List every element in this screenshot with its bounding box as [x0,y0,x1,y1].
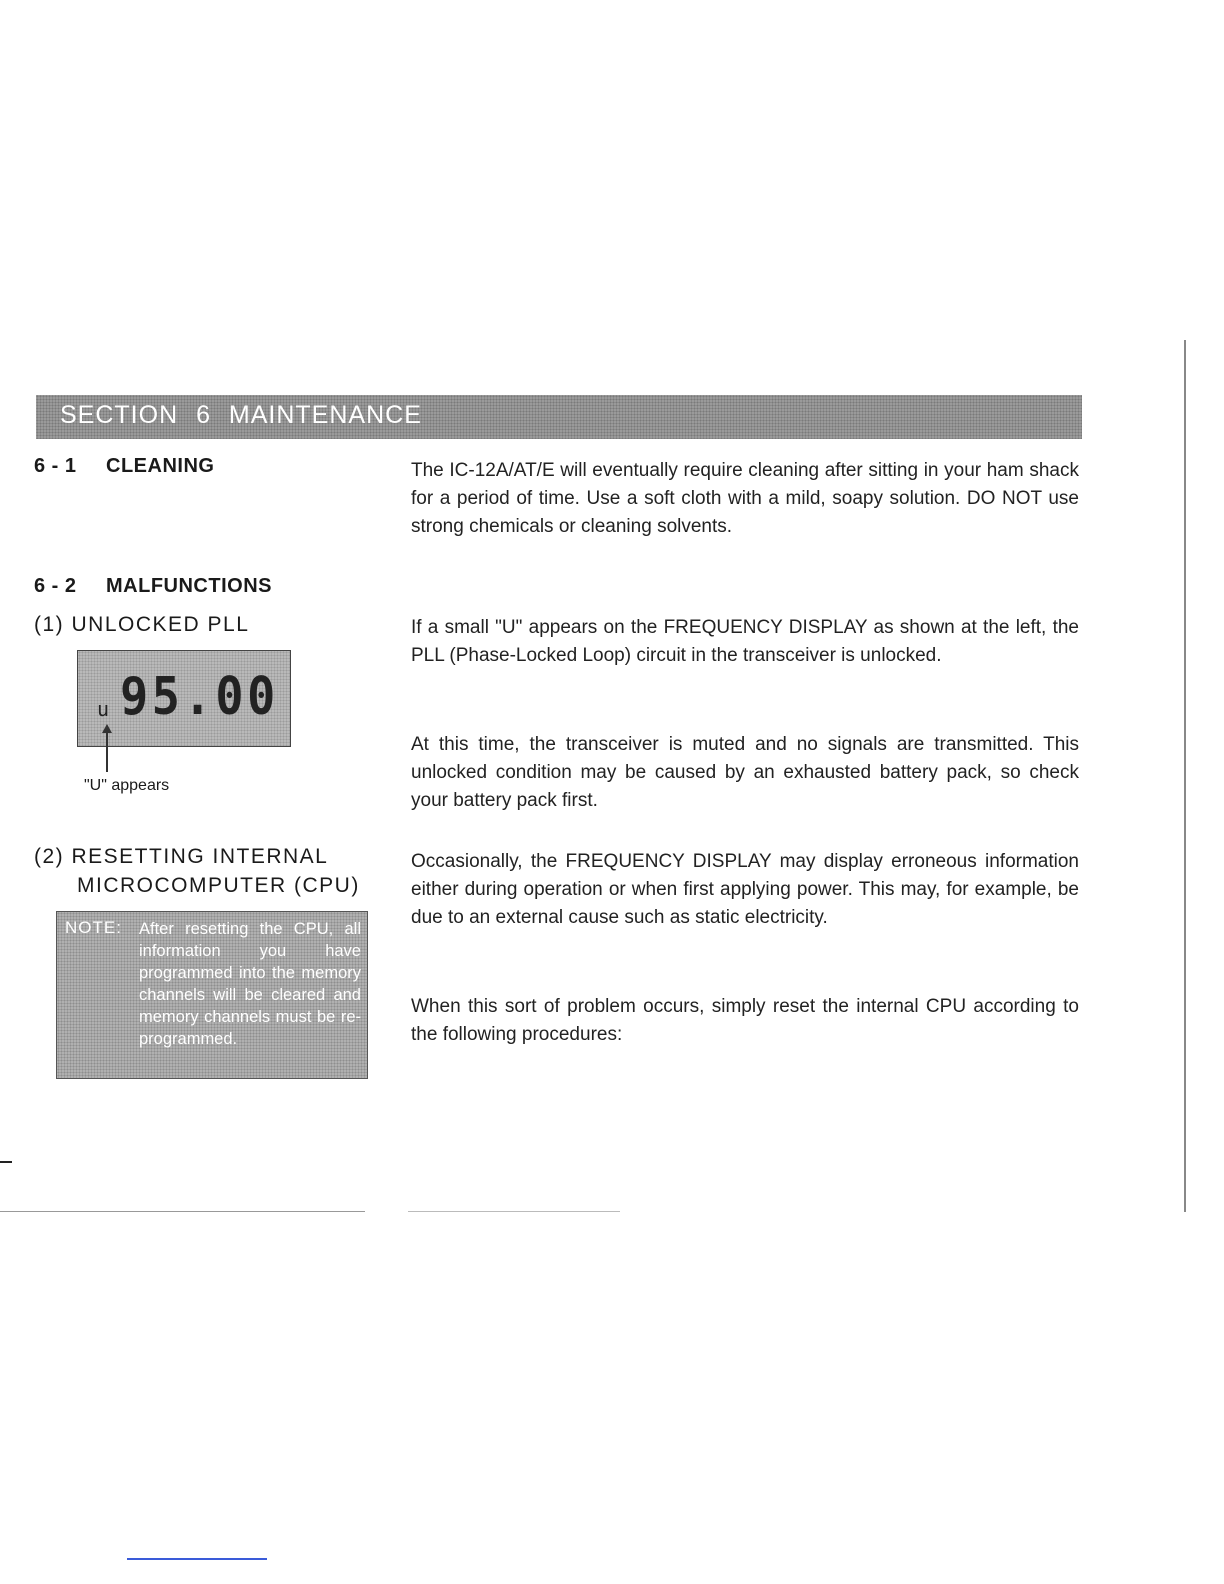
cleaning-paragraph: The IC-12A/AT/E will eventually require cleaning after sitting in your ham shack for a period of time. Use a soft cloth with a mild, soapy solution. DO NOT use strong chemicals or cleaning solvents. [411,460,1079,537]
note-label: NOTE: [65,918,122,937]
malfunctions-heading [34,575,272,598]
resetting-paragraph-1: Occasionally, the FREQUENCY DISPLAY may display erroneous information either during operation or when first applying power. This may, for example, be due to an external cause such as static electricity. [411,851,1079,928]
unlocked-pll-paragraph-2: At this time, the transceiver is muted and no signals are transmitted. This unlocked condition may be caused by an exhausted battery pack, so check your battery pack first. [411,734,1079,811]
margin-dash [0,1161,12,1163]
arrow-line [106,728,108,772]
bottom-rule-right [408,1211,620,1212]
section-banner [36,395,1082,439]
bottom-blue-rule [127,1558,267,1560]
note-box [56,911,368,1079]
cleaning-number: 6 - 1 [34,455,77,477]
malfunctions-title: MALFUNCTIONS [106,575,272,597]
unlocked-pll-paragraph-1: If a small "U" appears on the FREQUENCY DISPLAY as shown at the left, the PLL (Phase-Locked Loop) circuit in the transceiver is unlocked. [411,617,1079,666]
section-title: SECTION 6 MAINTENANCE [60,401,422,429]
right-page-edge [1184,340,1186,1212]
u-appears-caption: "U" appears [84,777,170,794]
cleaning-title: CLEANING [106,455,215,477]
resetting-heading-line-1: (2) RESETTING INTERNAL [34,845,329,868]
unlock-indicator: u [97,697,110,721]
cleaning-heading [34,455,214,478]
malfunctions-number: 6 - 2 [34,575,77,597]
resetting-paragraph-2: When this sort of problem occurs, simply reset the internal CPU according to the following procedures: [411,996,1079,1045]
note-text: After resetting the CPU, all information you have programmed into the memory channels will be cleared and memory channels must be re-programmed. [139,920,361,1048]
resetting-heading-line-2: MICROCOMPUTER (CPU) [77,874,360,897]
frequency-digits: 95.00 [120,667,279,727]
bottom-rule-left [0,1211,365,1212]
unlocked-pll-heading: (1) UNLOCKED PLL [34,613,250,636]
